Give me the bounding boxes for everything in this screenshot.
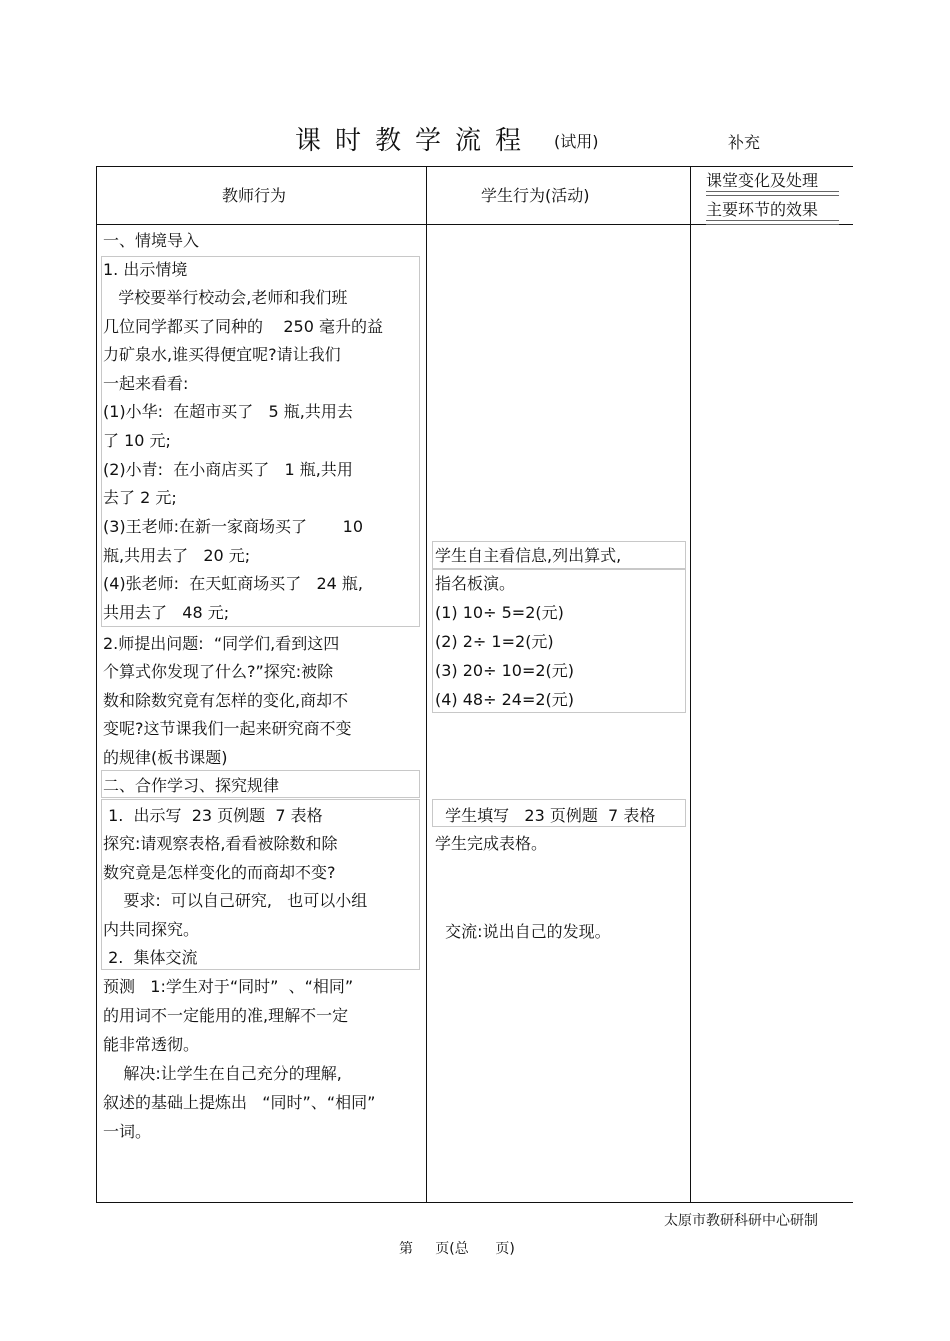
teacher-line: 一词。 (103, 1122, 152, 1141)
teacher-line: 去了 2 元; (103, 488, 177, 507)
teacher-line: 解决:让学生在自己充分的理解, (103, 1064, 342, 1083)
teacher-line: 2. 集体交流 (103, 948, 198, 967)
header-notes-line1: 课堂变化及处理 (706, 171, 819, 190)
teacher-line: 1. 出示情境 (103, 260, 188, 279)
teacher-line: 1. 出示写 23 页例题 7 表格 (103, 806, 323, 825)
student-line: (1) 10÷ 5=2(元) (435, 603, 564, 622)
page-title: 课时教学流程 (295, 126, 536, 156)
header-student: 学生行为(活动) (481, 186, 590, 205)
teacher-line: 学校要举行校动会,老师和我们班 (103, 288, 348, 307)
student-line: (4) 48÷ 24=2(元) (435, 690, 575, 709)
teacher-line: 数和除数究竟有怎样的变化,商却不 (103, 691, 349, 710)
header-teacher: 教师行为 (222, 186, 287, 205)
teacher-line: 数究竟是怎样变化的而商却不变? (103, 863, 336, 882)
student-line: 学生自主看信息,列出算式, (435, 546, 622, 565)
column-divider-2 (690, 166, 691, 1203)
title-suffix: (试用) (554, 132, 599, 151)
teacher-line: 共用去了 48 元; (103, 603, 230, 622)
student-line: 交流:说出自己的发现。 (435, 922, 611, 941)
student-line: 学生填写 23 页例题 7 表格 (435, 806, 656, 825)
teacher-line: 探究:请观察表格,看看被除数和除 (103, 834, 338, 853)
teacher-line: 力矿泉水,谁买得便宜呢?请让我们 (103, 345, 341, 364)
footer-org: 太原市教研科研中心研制 (664, 1213, 818, 1229)
teacher-line: 个算式你发现了什么?”探究:被除 (103, 662, 334, 681)
teacher-line: 二、合作学习、探究规律 (103, 776, 280, 795)
teacher-line: 2.师提出问题: “同学们,看到这四 (103, 634, 340, 653)
teacher-line: 预测 1:学生对于“同时” 、“相同” (103, 977, 354, 996)
teacher-line: 内共同探究。 (103, 920, 200, 939)
header-notes-underline-2 (706, 220, 839, 225)
teacher-line: 变呢?这节课我们一起来研究商不变 (103, 719, 352, 738)
teacher-line: (3)王老师:在新一家商场买了 10 (103, 517, 364, 536)
student-line: 指名板演。 (435, 574, 516, 593)
teacher-line: 的用词不一定能用的准,理解不一定 (103, 1006, 349, 1025)
teacher-line: 要求: 可以自己研究, 也可以小组 (103, 891, 368, 910)
table-bottom-border (96, 1202, 853, 1203)
table-top-border (96, 166, 853, 167)
teacher-line: 的规律(板书课题) (103, 748, 228, 767)
student-line: (3) 20÷ 10=2(元) (435, 661, 575, 680)
teacher-line: 能非常透彻。 (103, 1035, 200, 1054)
teacher-line: 几位同学都买了同种的 250 毫升的益 (103, 317, 383, 336)
teacher-line: 一、情境导入 (103, 231, 200, 250)
header-notes-line2: 主要环节的效果 (706, 200, 819, 219)
teacher-line: 瓶,共用去了 20 元; (103, 546, 251, 565)
student-line: (2) 2÷ 1=2(元) (435, 632, 554, 651)
supplement-label: 补充 (728, 133, 761, 152)
footer-page-number: 第 页(总 页) (399, 1241, 515, 1257)
teacher-line: (4)张老师: 在天虹商场买了 24 瓶, (103, 574, 364, 593)
teacher-line: 一起来看看: (103, 374, 189, 393)
teacher-line: 了 10 元; (103, 431, 171, 450)
column-divider-1 (426, 166, 427, 1203)
header-notes-underline-1 (706, 191, 839, 196)
teacher-line: (1)小华: 在超市买了 5 瓶,共用去 (103, 402, 353, 421)
table-left-border (96, 166, 97, 1203)
teacher-line: (2)小青: 在小商店买了 1 瓶,共用 (103, 460, 353, 479)
teacher-line: 叙述的基础上提炼出 “同时”、“相同” (103, 1093, 376, 1112)
student-line: 学生完成表格。 (435, 834, 548, 853)
